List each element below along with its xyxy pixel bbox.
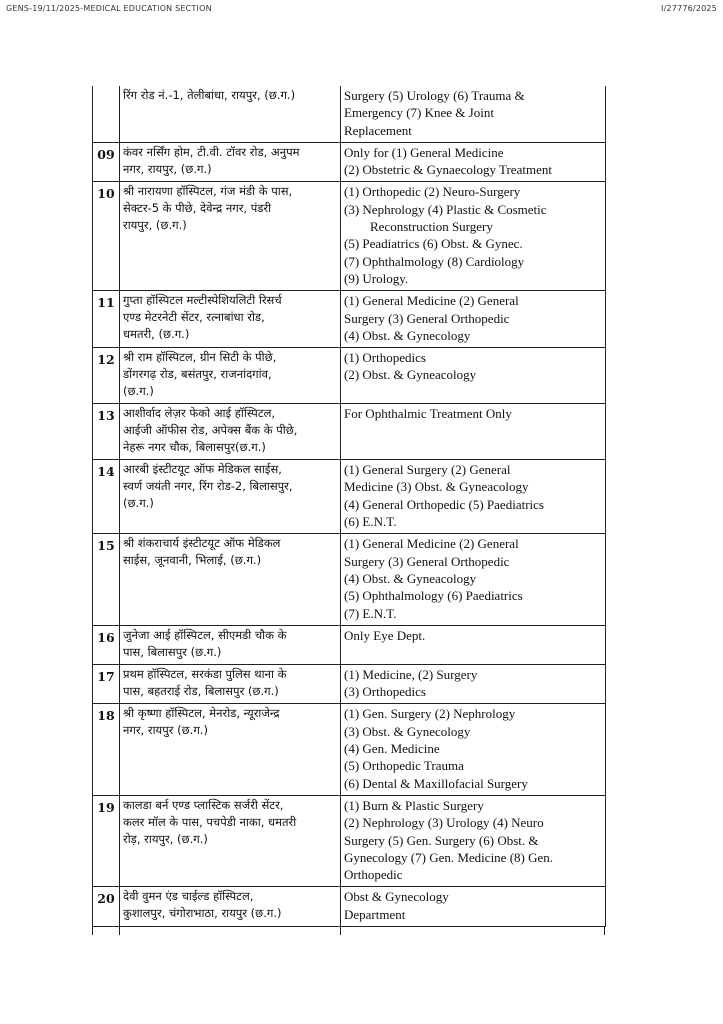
speciality-line: Medicine (3) Obst. & Gyneacology [344,479,529,495]
table-row [93,887,606,927]
hospital-name-address [120,534,341,625]
speciality-line: Surgery (5) Gen. Surgery (6) Obst. & [344,832,539,848]
speciality-line: (5) Orthopedic Trauma [344,758,464,774]
specialities [341,704,606,795]
address-line: आरबी इंस्टीटयूट ऑफ मेडिकल साईस, [123,462,282,477]
speciality-line: (6) E.N.T. [344,514,397,530]
address-line: (छ.ग.) [123,384,154,399]
address-line: साईस, जूनवानी, भिलाई, (छ.ग.) [123,553,262,568]
address-line: श्री नारायणा हॉस्पिटल, गंज मंडी के पास, [123,184,293,199]
address-line: (छ.ग.) [123,496,154,511]
serial-number [93,86,120,142]
speciality-line: (2) Obstetric & Gynaecology Treatment [344,162,552,178]
specialities [341,404,606,460]
speciality-line: (3) Nephrology (4) Plastic & Cosmetic [344,201,547,217]
speciality-line: (5) Peadiatrics (6) Obst. & Gynec. [344,236,523,252]
speciality-line: Department [344,906,406,922]
speciality-line: (1) Gen. Surgery (2) Nephrology [344,706,516,722]
table-continuation [92,927,605,935]
address-line: धमतरी, (छ.ग.) [123,327,190,342]
table-row [93,664,606,704]
hospital-name-address [120,348,341,404]
table-row [93,142,606,182]
speciality-line: Obst & Gynecology [344,889,449,905]
serial-number: 20 [93,887,120,927]
address-line: कंवर नर्सिंग होम, टी.वी. टॉवर रोड, अनुपम [123,144,300,159]
speciality-line: Surgery (5) Urology (6) Trauma & [344,88,525,103]
serial-number: 19 [93,795,120,886]
address-line: श्री कृष्णा हॉस्पिटल, मेनरोड, न्यूराजेन्द्र [123,706,280,721]
table-row [93,625,606,664]
specialities [341,795,606,886]
speciality-line: Reconstruction Surgery [370,219,493,235]
table-row [93,291,606,348]
serial-number: 11 [93,291,120,348]
address-line: स्वर्ण जयंती नगर, रिंग रोड-2, बिलासपुर, [123,479,293,494]
speciality-line: (5) Ophthalmology (6) Paediatrics [344,588,523,604]
speciality-line: Only for (1) General Medicine [344,144,504,160]
hospital-table [92,86,606,927]
speciality-line: (2) Nephrology (3) Urology (4) Neuro [344,815,544,831]
address-line: नेहरू नगर चौक, बिलासपुर(छ.ग.) [123,440,266,455]
address-line: कुशालपुर, चंगोराभाठा, रायपुर (छ.ग.) [123,906,282,921]
speciality-line: (2) Obst. & Gyneacology [344,367,477,383]
table-row [93,86,606,142]
serial-number: 18 [93,704,120,795]
serial-number: 16 [93,625,120,664]
speciality-line: Replacement [344,122,412,138]
address-line: श्री शंकराचार्य इंस्टीटयूट ऑफ मेडिकल [123,536,281,551]
address-line: गुप्ता हॉस्पिटल मल्टीस्पेशियलिटी रिसर्च [123,293,282,308]
address-line: नगर, रायपुर, (छ.ग.) [123,161,212,176]
table-row [93,404,606,460]
speciality-line: (4) Obst. & Gynecology [344,327,471,343]
specialities [341,625,606,664]
address-line: जुनेजा आई हॉस्पिटल, सीएमडी चौक के [123,627,287,642]
document-header-left: GENS-19/11/2025-MEDICAL EDUCATION SECTION [6,4,212,13]
hospital-name-address [120,182,341,291]
serial-number: 10 [93,182,120,291]
address-line: रोड़, रायपुर, (छ.ग.) [123,831,208,846]
serial-number: 14 [93,460,120,534]
hospital-table-body [93,86,606,926]
speciality-line: (1) General Medicine (2) General [344,536,519,552]
serial-number: 13 [93,404,120,460]
specialities [341,86,606,142]
hospital-name-address [120,460,341,534]
speciality-line: (1) Orthopedics [344,350,426,366]
speciality-line: (4) Obst. & Gyneacology [344,570,477,586]
speciality-line: (3) Orthopedics [344,684,426,700]
address-line: पास, बहतराई रोड, बिलासपुर (छ.ग.) [123,683,279,698]
hospital-name-address [120,86,341,142]
speciality-line: (7) E.N.T. [344,605,397,621]
address-line: कालडा बर्न एण्ड प्लास्टिक सर्जरी सेंटर, [123,797,284,812]
serial-number: 09 [93,142,120,182]
address-line: कलर मॉल के पास, पचपेडी नाका, धमतरी [123,814,297,829]
address-line: एण्ड मेटरनेटी सेंटर, रत्नाबांधा रोड, [123,310,265,325]
address-line: श्री राम हॉस्पिटल, ग्रीन सिटी के पीछे, [123,350,277,365]
specialities [341,460,606,534]
speciality-line: (1) Orthopedic (2) Neuro-Surgery [344,184,521,200]
address-line: आशीर्वाद लेज़र फेको आई हॉस्पिटल, [123,406,276,421]
serial-number: 17 [93,664,120,704]
table-row [93,704,606,795]
hospital-table-wrap [92,86,605,927]
hospital-name-address [120,404,341,460]
serial-number: 15 [93,534,120,625]
specialities [341,182,606,291]
speciality-line: (6) Dental & Maxillofacial Surgery [344,775,528,791]
speciality-line: Emergency (7) Knee & Joint [344,105,494,121]
specialities [341,291,606,348]
speciality-line: (1) General Medicine (2) General [344,293,519,309]
hospital-name-address [120,142,341,182]
serial-number: 12 [93,348,120,404]
speciality-line: (4) Gen. Medicine [344,741,440,757]
table-row [93,460,606,534]
table-row [93,795,606,886]
hospital-name-address [120,664,341,704]
address-line: डोंगरगढ़ रोड, बसंतपुर, राजनांदगांव, [123,367,272,382]
address-line: देवी वुमन एंड चाईल्ड हॉस्पिटल, [123,889,254,904]
speciality-line: (9) Urology. [344,270,409,286]
address-line: प्रथम हॉस्पिटल, सरकंडा पुलिस थाना के [123,666,287,681]
address-line: सेक्टर-5 के पीछे, देवेन्द्र नगर, पंडरी [123,201,272,216]
table-row [93,182,606,291]
specialities [341,887,606,927]
speciality-line: (1) General Surgery (2) General [344,462,511,478]
speciality-line: (4) General Orthopedic (5) Paediatrics [344,496,544,512]
hospital-name-address [120,887,341,927]
table-row [93,348,606,404]
address-line: आईजी ऑफीस रोड, अपेक्स बैंक के पीछे, [123,423,298,438]
hospital-name-address [120,795,341,886]
speciality-line: Surgery (3) General Orthopedic [344,553,510,569]
hospital-name-address [120,704,341,795]
specialities [341,348,606,404]
specialities [341,142,606,182]
speciality-line: Gynecology (7) Gen. Medicine (8) Gen. [344,849,554,865]
address-line: रायपुर, (छ.ग.) [123,218,187,233]
speciality-line: (3) Obst. & Gynecology [344,723,471,739]
speciality-line: Only Eye Dept. [344,627,426,643]
speciality-line: (7) Ophthalmology (8) Cardiology [344,253,525,269]
hospital-name-address [120,291,341,348]
specialities [341,664,606,704]
speciality-line: For Ophthalmic Treatment Only [344,406,512,422]
speciality-line: Surgery (3) General Orthopedic [344,310,510,326]
table-row [93,534,606,625]
address-line: नगर, रायपुर (छ.ग.) [123,723,208,738]
speciality-line: (1) Medicine, (2) Surgery [344,666,478,682]
speciality-line: (1) Burn & Plastic Surgery [344,797,484,813]
hospital-name-address [120,625,341,664]
document-header-right: I/27776/2025 [661,4,717,13]
address-line: पास, बिलासपुर (छ.ग.) [123,644,222,659]
specialities [341,534,606,625]
address-line: रिंग रोड नं.-1, तेलीबांधा, रायपुर, (छ.ग.) [123,88,296,102]
speciality-line: Orthopedic [344,867,403,883]
